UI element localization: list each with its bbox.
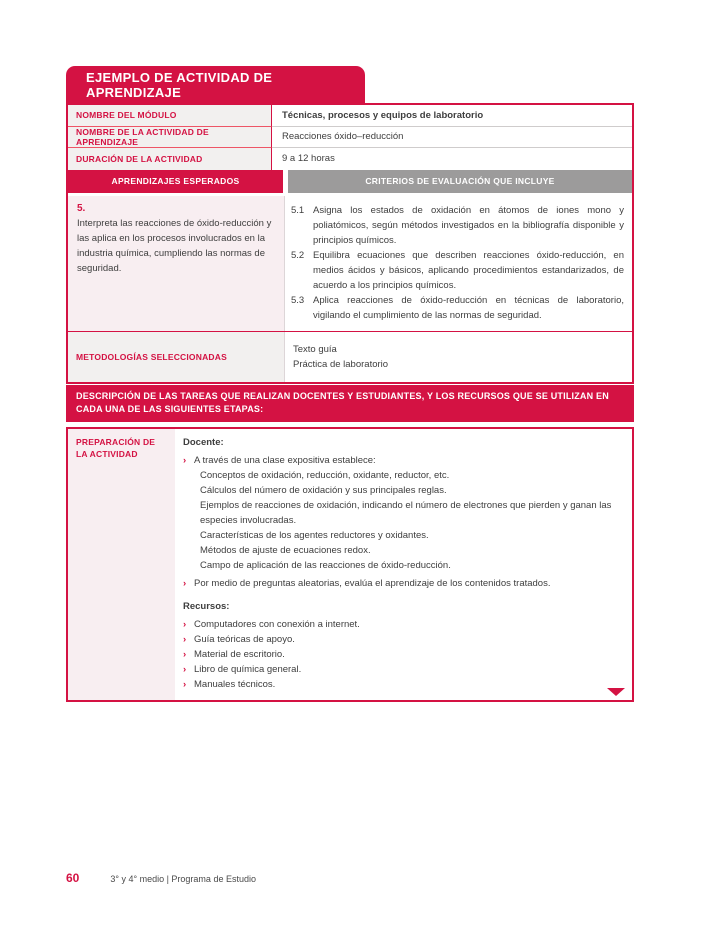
stage-label: PREPARACIÓN DE LA ACTIVIDAD (76, 437, 156, 459)
module-label: NOMBRE DEL MÓDULO (68, 105, 272, 127)
list-item (183, 677, 618, 692)
criterion-item (291, 203, 624, 248)
methodology-item: Texto guía (293, 343, 337, 355)
chevron-bullet-icon: › (183, 619, 187, 630)
chevron-bullet-icon: › (183, 679, 187, 690)
sublist-item: Campo de aplicación de las reacciones de óxido-reducción. (200, 560, 451, 571)
criterion-item (291, 293, 624, 323)
duration-label: DURACIÓN DE LA ACTIVIDAD (68, 148, 272, 170)
list-item-text: Libro de química general. (194, 664, 302, 675)
list-item (183, 617, 618, 632)
criterion-text: Aplica reacciones de óxido-reducción en técnicas de laboratorio, vigilando el cumplimiento de las normas de seguridad. (313, 294, 624, 321)
chevron-bullet-icon: › (183, 649, 187, 660)
expected-learning-cell (68, 196, 285, 331)
methodologies-label: METODOLOGÍAS SELECCIONADAS (68, 332, 285, 382)
methodologies-values (285, 332, 632, 382)
page-footer (66, 871, 256, 885)
table-row-module (68, 105, 632, 127)
learning-header-row (68, 170, 632, 196)
methodology-item: Práctica de laboratorio (293, 358, 389, 370)
description-banner: DESCRIPCIÓN DE LAS TAREAS QUE REALIZAN DOCENTES Y ESTUDIANTES, Y LOS RECURSOS QUE SE UTILIZAN EN CADA UNA DE LAS SIGUIENTES ETAPAS: (66, 385, 634, 422)
chevron-bullet-icon: › (183, 664, 187, 675)
criterion-text: Equilibra ecuaciones que describen reacciones óxido-reducción, en medios ácidos y básicos, aplicando procedimientos estandarizados, de acuerdo a los principios químicos. (313, 249, 624, 291)
table-row-duration (68, 148, 632, 170)
sublist-item: Características de los agentes reductores y oxidantes. (200, 530, 429, 541)
footer-text: 3° y 4° medio | Programa de Estudio (110, 874, 256, 884)
docente-heading: Docente: (183, 437, 224, 448)
chevron-bullet-icon: › (183, 634, 187, 645)
criterion-number: 5.2 (291, 249, 305, 261)
chevron-bullet-icon: › (183, 578, 187, 589)
list-item (183, 632, 618, 647)
sublist-item: Conceptos de oxidación, reducción, oxidante, reductor, etc. (200, 470, 450, 481)
preparation-section (66, 427, 634, 702)
list-item-text: Material de escritorio. (194, 649, 285, 660)
page-number: 60 (66, 871, 80, 885)
list-item-text: Manuales técnicos. (194, 679, 276, 690)
methodologies-row (68, 331, 632, 382)
chevron-bullet-icon: › (183, 455, 187, 466)
recursos-heading: Recursos: (183, 601, 230, 612)
evaluation-criteria-cell (285, 196, 632, 331)
criterion-item (291, 248, 624, 293)
activity-name-value: Reacciones óxido–reducción (272, 127, 632, 149)
continuation-arrow-icon (607, 688, 625, 696)
criterion-number: 5.3 (291, 294, 305, 306)
criterion-text: Asigna los estados de oxidación en átomos de iones mono y poliatómicos, según métodos investigados en la bibliografía disponible y principios químicos. (313, 204, 624, 246)
objective-text: Interpreta las reacciones de óxido-reducción y las aplica en los procesos involucrados en la industria química, cumpliendo las normas de seguridad. (77, 217, 272, 274)
list-item-text: Computadores con conexión a internet. (194, 619, 360, 630)
list-item-text: Por medio de preguntas aleatorias, evalúa el aprendizaje de los contenidos tratados. (194, 578, 551, 589)
page-title: EJEMPLO DE ACTIVIDAD DE APRENDIZAJE (86, 69, 273, 100)
duration-value: 9 a 12 horas (282, 153, 335, 165)
sublist-item: Métodos de ajuste de ecuaciones redox. (200, 545, 371, 556)
sublist-item: Cálculos del número de oxidación y sus principales reglas. (200, 485, 447, 496)
list-item (183, 453, 618, 468)
list-item (183, 576, 618, 591)
activity-name-label: NOMBRE DE LA ACTIVIDAD DE APRENDIZAJE (68, 127, 272, 149)
stage-label-cell (68, 429, 175, 700)
evaluation-criteria-header: CRITERIOS DE EVALUACIÓN QUE INCLUYE (288, 170, 632, 193)
list-item (183, 647, 618, 662)
activity-info-table (66, 103, 634, 384)
page-title-tab (66, 66, 365, 103)
list-item (183, 662, 618, 677)
list-item-text: Guía teóricas de apoyo. (194, 634, 295, 645)
expected-learning-header: APRENDIZAJES ESPERADOS (68, 170, 283, 193)
sublist-item: Ejemplos de reacciones de oxidación, indicando el número de electrones que pierden y ganan las especies involucradas. (200, 500, 612, 526)
objective-number: 5. (77, 202, 86, 214)
criterion-number: 5.1 (291, 204, 305, 216)
module-value: Técnicas, procesos y equipos de laboratorio (272, 105, 632, 127)
learning-content-row (68, 196, 632, 331)
table-row-activity-name (68, 127, 632, 149)
list-item-text: A través de una clase expositiva establece: (194, 455, 376, 466)
stage-content-cell (175, 429, 632, 700)
